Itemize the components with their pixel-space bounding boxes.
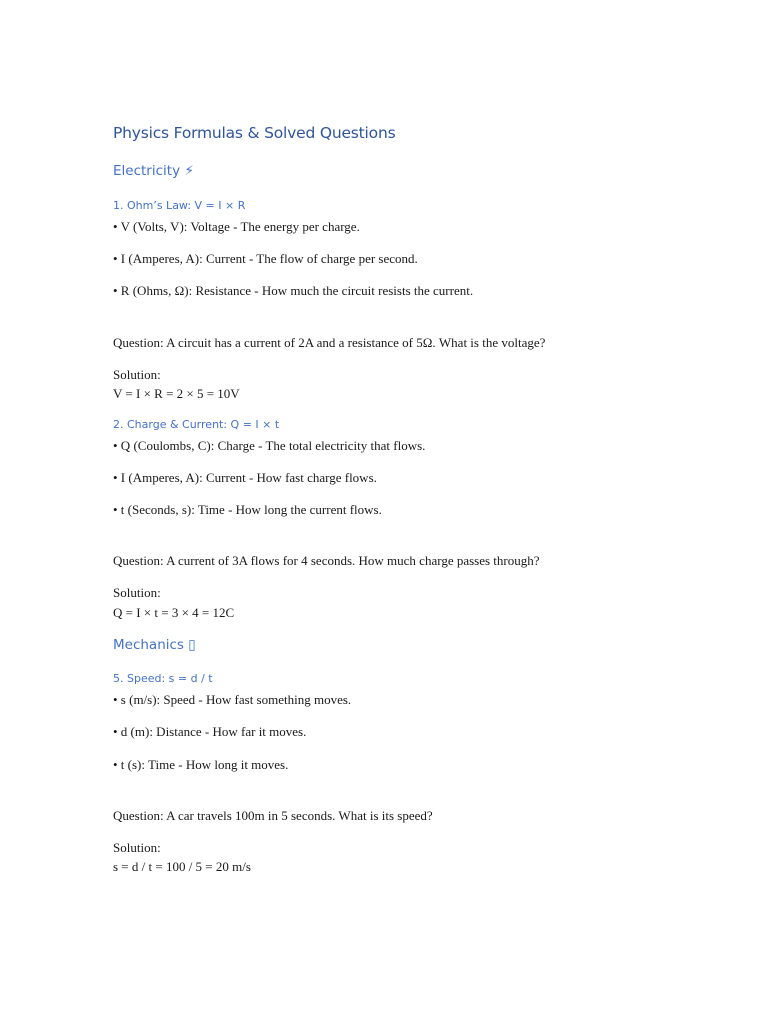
bullet-item: • Q (Coulombs, C): Charge - The total electricity that flows. [113,438,426,453]
section-heading-mechanics: Mechanics ▯ [113,637,196,653]
solution-text: s = d / t = 100 / 5 = 20 m/s [113,859,251,874]
bullet-item: • R (Ohms, Ω): Resistance - How much the circuit resists the current. [113,283,474,298]
solution-text: V = I × R = 2 × 5 = 10V [113,386,240,401]
bullet-item: • s (m/s): Speed - How fast something moves. [113,692,352,707]
solution-label: Solution: [113,840,161,855]
solution-label: Solution: [113,585,161,600]
document-title: Physics Formulas & Solved Questions [113,124,396,142]
solution-label: Solution: [113,367,161,382]
formula-heading-ohms-law: 1. Ohm’s Law: V = I × R [113,199,246,212]
formula-heading-charge-current: 2. Charge & Current: Q = I × t [113,418,280,431]
question-text: Question: A current of 3A flows for 4 seconds. How much charge passes through? [113,553,540,568]
bullet-item: • d (m): Distance - How far it moves. [113,724,307,739]
bullet-item: • t (Seconds, s): Time - How long the current flows. [113,502,382,517]
section-heading-electricity: Electricity ⚡ [113,163,194,179]
question-text: Question: A car travels 100m in 5 seconds. What is its speed? [113,808,433,823]
bullet-item: • t (s): Time - How long it moves. [113,757,289,772]
bullet-item: • V (Volts, V): Voltage - The energy per charge. [113,219,360,234]
bullet-item: • I (Amperes, A): Current - How fast charge flows. [113,470,377,485]
solution-text: Q = I × t = 3 × 4 = 12C [113,605,235,620]
bullet-item: • I (Amperes, A): Current - The flow of charge per second. [113,251,418,266]
question-text: Question: A circuit has a current of 2A and a resistance of 5Ω. What is the voltage? [113,335,546,350]
formula-heading-speed: 5. Speed: s = d / t [113,672,213,685]
